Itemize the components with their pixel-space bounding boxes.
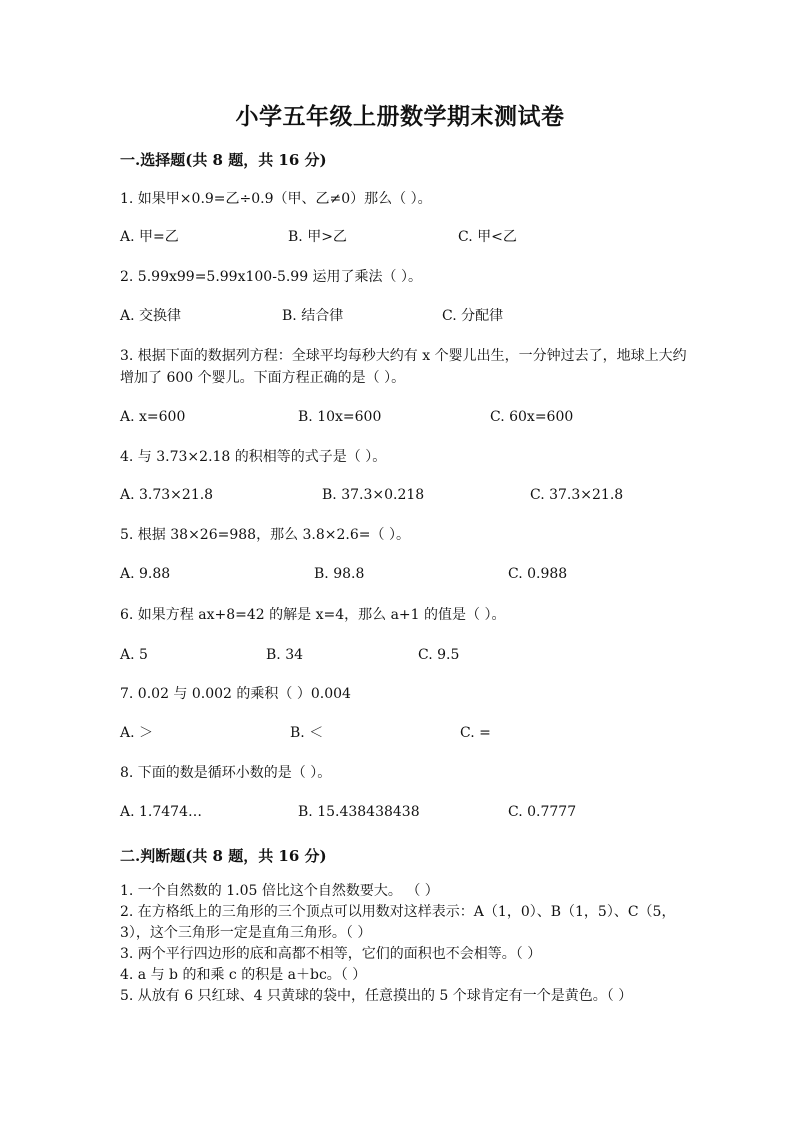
question-stem: 4. 与 3.73×2.18 的积相等的式子是（ ）。 — [120, 449, 387, 465]
option-a: A. 9.88 — [120, 566, 171, 582]
option-c: C. 60x=600 — [490, 409, 574, 425]
true-false-item: 2. 在方格纸上的三角形的三个顶点可以用数对这样表示：A（1，0）、B（1，5）、C（5，3），这个三角形一定是直角三角形。（ ） — [120, 904, 676, 941]
question-stem: 8. 下面的数是循环小数的是（ ）。 — [120, 765, 332, 781]
option-c: C. 0.7777 — [508, 804, 577, 820]
section-heading-choice: 一.选择题(共 8 题，共 16 分) — [120, 151, 327, 169]
option-a: A. x=600 — [120, 409, 186, 425]
option-b: B. 甲>乙 — [288, 229, 347, 245]
option-b: B. ＜ — [290, 725, 324, 741]
question-stem: 1. 如果甲×0.9=乙÷0.9（甲、乙≠0）那么（ ）。 — [120, 191, 432, 207]
question-options — [120, 644, 720, 666]
section-heading-true-false: 二.判断题(共 8 题，共 16 分) — [120, 847, 327, 865]
question-stem: 6. 如果方程 ax+8=42 的解是 x=4，那么 a+1 的值是（ ）。 — [120, 607, 506, 623]
option-a: A. 1.7474… — [120, 804, 202, 820]
option-c: C. 甲<乙 — [458, 229, 517, 245]
true-false-item: 3. 两个平行四边形的底和高都不相等，它们的面积也不会相等。（ ） — [120, 946, 542, 962]
true-false-list — [120, 881, 680, 1007]
question-stem: 3. 根据下面的数据列方程：全球平均每秒大约有 x 个婴儿出生，一分钟过去了，地球上大约增加了 600 个婴儿。下面方程正确的是（ ）。 — [120, 348, 687, 386]
question-options — [120, 563, 720, 585]
true-false-item: 4. a 与 b 的和乘 c 的积是 a＋bc。（ ） — [120, 967, 367, 983]
option-c: C. 0.988 — [508, 566, 568, 582]
option-c: C. 9.5 — [418, 647, 460, 663]
true-false-item: 5. 从放有 6 只红球、4 只黄球的袋中，任意摸出的 5 个球肯定有一个是黄色。（ ） — [120, 988, 633, 1004]
option-a: A. ＞ — [120, 725, 154, 741]
option-a: A. 甲=乙 — [120, 229, 179, 245]
option-a: A. 交换律 — [120, 308, 182, 324]
option-b: B. 34 — [266, 647, 304, 663]
question-options — [120, 722, 720, 744]
option-b: B. 37.3×0.218 — [322, 487, 425, 503]
question-stem: 5. 根据 38×26=988，那么 3.8×2.6=（ ）。 — [120, 527, 410, 543]
question-stem: 7. 0.02 与 0.002 的乘积（ ）0.004 — [120, 686, 351, 702]
question-options — [120, 406, 720, 428]
page-title: 小学五年级上册数学期末测试卷 — [235, 103, 565, 130]
option-a: A. 5 — [120, 647, 148, 663]
question-options — [120, 484, 720, 506]
option-c: C. 37.3×21.8 — [530, 487, 624, 503]
question-options — [120, 801, 720, 823]
true-false-item: 1. 一个自然数的 1.05 倍比这个自然数要大。 （ ） — [120, 883, 439, 899]
option-b: B. 10x=600 — [298, 409, 382, 425]
option-b: B. 98.8 — [314, 566, 365, 582]
option-c: C. = — [460, 725, 491, 741]
question-options — [120, 226, 720, 248]
option-b: B. 结合律 — [282, 308, 344, 324]
option-b: B. 15.438438438 — [298, 804, 420, 820]
option-c: C. 分配律 — [442, 308, 504, 324]
option-a: A. 3.73×21.8 — [120, 487, 214, 503]
question-options — [120, 305, 720, 327]
question-stem: 2. 5.99x99=5.99x100-5.99 运用了乘法（ ）。 — [120, 269, 423, 285]
